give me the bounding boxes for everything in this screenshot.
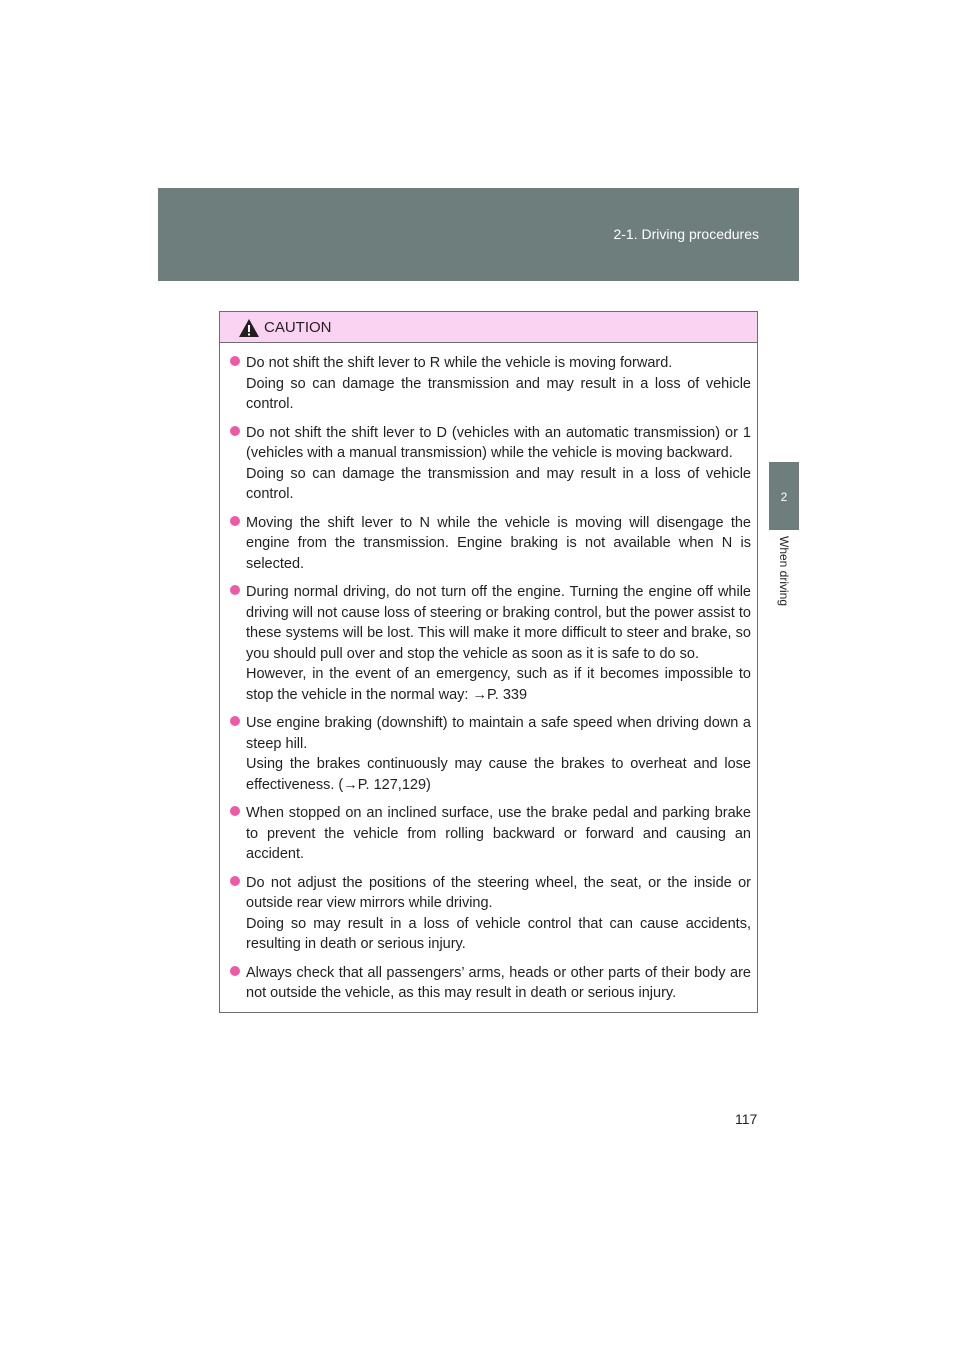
caution-item xyxy=(230,353,751,415)
caution-text: Do not shift the shift lever to D (vehicles with an automatic transmission) or 1 (vehicles with a manual transmission) while the vehicle is moving backward. xyxy=(246,424,751,461)
caution-text: However, in the event of an emergency, such as if it becomes impossible to stop the vehicle in the normal way: →P. 339 xyxy=(246,666,751,703)
chapter-number: 2 xyxy=(780,490,788,504)
bullet-icon xyxy=(230,356,240,366)
section-header xyxy=(158,188,799,281)
bullet-icon xyxy=(230,426,240,436)
caution-text: Do not shift the shift lever to R while the vehicle is moving forward. xyxy=(246,355,673,371)
bullet-icon xyxy=(230,716,240,726)
bullet-icon xyxy=(230,585,240,595)
chapter-tab xyxy=(769,462,799,530)
bullet-icon xyxy=(230,966,240,976)
chapter-label: When driving xyxy=(777,536,791,607)
caution-item xyxy=(230,873,751,955)
caution-item xyxy=(230,963,751,1004)
bullet-icon xyxy=(230,516,240,526)
caution-box xyxy=(219,311,758,1013)
caution-text: During normal driving, do not turn off the engine. Turning the engine off while driving will not cause loss of steering or braking control, but the power assist to these systems will be lost. This will make it more difficult to steer and brake, so you should pull over and stop the vehicle as soon as it is safe to do so. xyxy=(246,584,751,662)
caution-text: Use engine braking (downshift) to maintain a safe speed when driving down a steep hill. xyxy=(246,715,751,752)
bullet-icon xyxy=(230,876,240,886)
caution-header xyxy=(220,312,757,343)
caution-text: Moving the shift lever to N while the vehicle is moving will disengage the engine from the transmission. Engine braking is not available when N is selected. xyxy=(246,514,751,572)
caution-item xyxy=(230,803,751,865)
bullet-icon xyxy=(230,806,240,816)
caution-text: Using the brakes continuously may cause the brakes to overheat and lose effectiveness. (→P. 127,129) xyxy=(246,756,751,793)
caution-text: Doing so may result in a loss of vehicle control that can cause accidents, resulting in death or serious injury. xyxy=(246,915,751,952)
caution-text: Doing so can damage the transmission and may result in a loss of vehicle control. xyxy=(246,375,751,412)
section-title: 2-1. Driving procedures xyxy=(613,226,759,242)
caution-item xyxy=(230,513,751,575)
caution-item xyxy=(230,713,751,795)
caution-item xyxy=(230,423,751,505)
caution-item xyxy=(230,582,751,705)
warning-triangle-icon xyxy=(238,318,260,338)
caution-text: When stopped on an inclined surface, use the brake pedal and parking brake to prevent the vehicle from rolling backward or forward and causing an accident. xyxy=(246,805,751,862)
caution-text: Doing so can damage the transmission and may result in a loss of vehicle control. xyxy=(246,465,751,502)
page-number: 117 xyxy=(735,1111,758,1127)
caution-list xyxy=(220,343,757,1004)
caution-text: Do not adjust the positions of the steering wheel, the seat, or the inside or outside rear view mirrors while driving. xyxy=(246,874,751,911)
caution-text: Always check that all passengers’ arms, heads or other parts of their body are not outside the vehicle, as this may result in death or serious injury. xyxy=(246,964,751,1001)
caution-title: CAUTION xyxy=(264,319,332,336)
